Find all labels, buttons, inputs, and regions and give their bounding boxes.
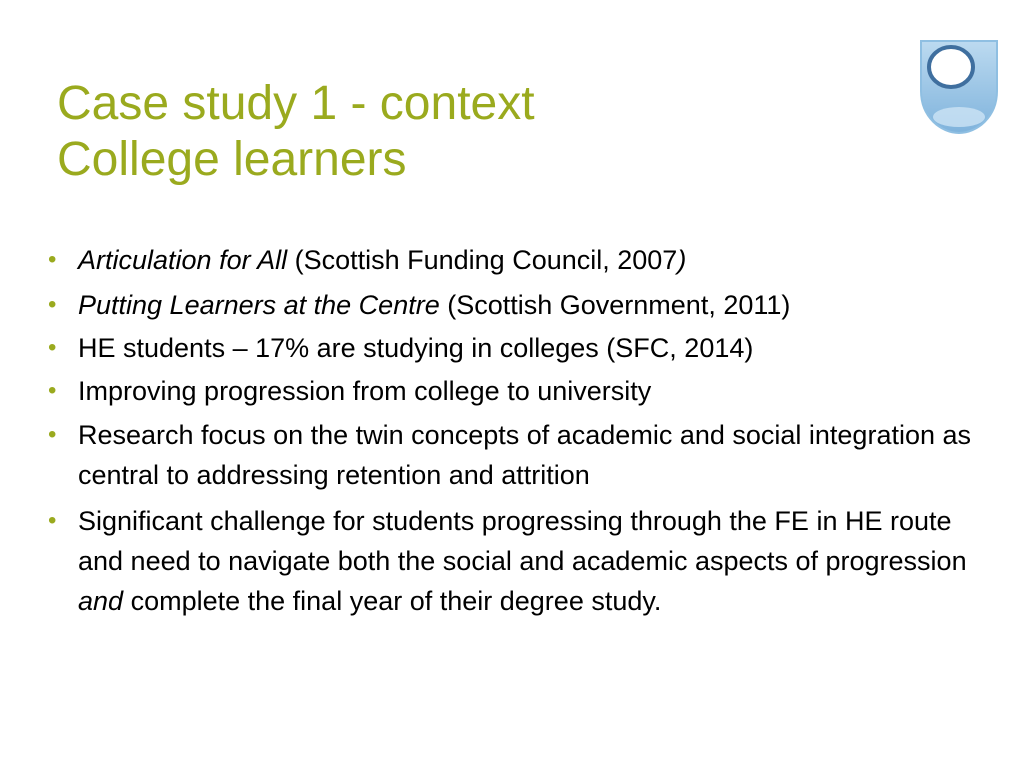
bullet-text	[78, 506, 967, 616]
bullet-rest: (Scottish Funding Council, 2007	[287, 245, 678, 275]
bullet-text	[78, 245, 686, 275]
list-item	[48, 328, 998, 368]
bullet-text-before: Significant challenge for students progressing through the FE in HE route and need to navigate both the social and academic aspects of progression	[78, 506, 967, 576]
bullet-text-after: complete the final year of their degree study.	[123, 586, 662, 616]
bullet-dot: •	[48, 507, 57, 534]
title-line-1: Case study 1 - context	[57, 77, 535, 130]
bullet-text	[78, 290, 790, 320]
bullet-text: HE students – 17% are studying in colleges (SFC, 2014)	[78, 333, 754, 363]
bullet-text: Research focus on the twin concepts of academic and social integration as central to addressing retention and attrition	[78, 420, 972, 490]
italic-close: )	[677, 245, 687, 275]
list-item	[48, 415, 998, 495]
bullet-dot: •	[48, 246, 57, 273]
italic-title: Articulation for All	[78, 245, 288, 275]
italic-title: Putting Learners at the Centre	[78, 290, 440, 320]
slide-title	[57, 76, 535, 188]
list-item	[48, 501, 998, 621]
shield-logo-icon	[919, 39, 999, 135]
bullet-rest: (Scottish Government, 2011)	[439, 290, 791, 320]
bullet-text: Improving progression from college to university	[78, 376, 652, 406]
list-item	[48, 371, 998, 411]
bullet-dot: •	[48, 421, 57, 448]
bullet-dot: •	[48, 291, 57, 318]
italic-and: and	[78, 586, 124, 616]
list-item	[48, 240, 998, 280]
list-item	[48, 285, 998, 325]
bullet-dot: •	[48, 334, 57, 361]
title-line-2: College learners	[57, 133, 407, 186]
bullet-list	[48, 240, 998, 629]
bullet-dot: •	[48, 377, 57, 404]
